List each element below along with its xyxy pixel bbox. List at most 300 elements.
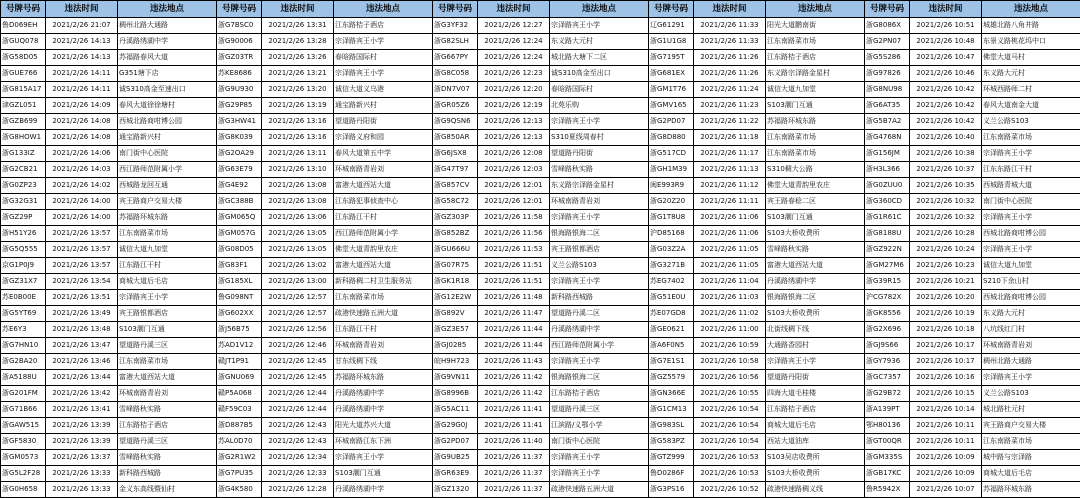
violation-time-cell: 2021/2/26 10:20 (910, 290, 982, 306)
table-row (1, 226, 1080, 242)
violation-time-cell: 2021/2/26 10:58 (694, 354, 766, 370)
plate-number-cell: 浙G58C72 (433, 194, 478, 210)
plate-number-cell: 浙G156JM (865, 146, 910, 162)
violation-time-cell: 2021/2/26 11:48 (478, 290, 550, 306)
violation-location-cell: 城雄北路八角井路 (982, 18, 1080, 34)
violation-location-cell: 宗泽路宾王小学 (334, 66, 433, 82)
violation-time-cell: 2021/2/26 11:51 (478, 274, 550, 290)
plate-number-cell: 浙GMV165 (649, 98, 694, 114)
plate-number-cell: 浙G08D05 (217, 242, 262, 258)
violation-location-cell: S310夏线周春村 (550, 130, 649, 146)
plate-number-cell: 浙G2PD07 (433, 434, 478, 450)
violation-time-cell: 2021/2/26 13:47 (46, 338, 118, 354)
violation-location-cell: 诚S310高金至速出口 (118, 82, 217, 98)
violation-time-cell: 2021/2/26 14:08 (46, 114, 118, 130)
violation-time-cell: 2021/2/26 12:57 (262, 306, 334, 322)
plate-number-cell: 浙G32G31 (1, 194, 46, 210)
violation-time-cell: 2021/2/26 13:48 (46, 322, 118, 338)
violation-time-cell: 2021/2/26 13:28 (262, 34, 334, 50)
violation-location-cell: 宾王路银都酒店 (550, 242, 649, 258)
violation-time-cell: 2021/2/26 13:16 (262, 114, 334, 130)
violation-time-cell: 2021/2/26 12:45 (262, 370, 334, 386)
plate-number-cell: 浙GF5830 (1, 434, 46, 450)
violation-time-cell: 2021/2/26 13:26 (262, 50, 334, 66)
violation-time-cell: 2021/2/26 10:53 (694, 450, 766, 466)
violation-time-cell: 2021/2/26 10:15 (910, 386, 982, 402)
plate-number-cell: 浙G20Z20 (649, 194, 694, 210)
plate-number-cell: 浙GN366E (649, 386, 694, 402)
violation-time-cell: 2021/2/26 10:09 (910, 450, 982, 466)
violation-time-cell: 2021/2/26 11:42 (478, 370, 550, 386)
time-header: 违法时间 (478, 1, 550, 18)
violation-time-cell: 2021/2/26 10:23 (910, 258, 982, 274)
table-row (1, 258, 1080, 274)
violation-location-cell: 丹溪路绣湖中学 (550, 322, 649, 338)
violation-location-cell: S310稠大公路 (766, 162, 865, 178)
violation-time-cell: 2021/2/26 10:32 (910, 210, 982, 226)
violation-time-cell: 2021/2/26 11:05 (694, 242, 766, 258)
violation-time-cell: 2021/2/26 10:21 (910, 274, 982, 290)
table-row (1, 66, 1080, 82)
table-row (1, 434, 1080, 450)
table-row (1, 146, 1080, 162)
violation-time-cell: 2021/2/26 12:01 (478, 178, 550, 194)
plate-number-cell: 浙G850AR (433, 130, 478, 146)
violation-time-cell: 2021/2/26 12:44 (262, 386, 334, 402)
plate-number-cell: 浙A6F0N5 (649, 338, 694, 354)
violation-location-cell: 南门街中心医院 (118, 146, 217, 162)
violation-location-cell: 春风大道徐徐塘村 (118, 98, 217, 114)
violation-location-cell: S103潮门互通 (766, 98, 865, 114)
plate-number-cell: 浙G63E79 (217, 162, 262, 178)
violation-location-cell: 阳光大道苏兴大道 (334, 418, 433, 434)
violation-time-cell: 2021/2/26 14:06 (46, 146, 118, 162)
violation-time-cell: 2021/2/26 12:03 (478, 162, 550, 178)
plate-number-cell: 浙G29G0J (433, 418, 478, 434)
violation-time-cell: 2021/2/26 13:33 (46, 482, 118, 498)
plate-number-cell: 浙GM27M6 (865, 258, 910, 274)
violation-time-cell: 2021/2/26 12:33 (262, 466, 334, 482)
plate-number-cell: 浙G815A17 (1, 82, 46, 98)
table-body (1, 18, 1080, 498)
violation-time-cell: 2021/2/26 10:48 (910, 34, 982, 50)
table-row (1, 178, 1080, 194)
violation-location-cell: 江滨路/义鄂小学 (550, 418, 649, 434)
violation-location-cell: 望道路丹溪二区 (550, 306, 649, 322)
violation-time-cell: 2021/2/26 10:24 (910, 242, 982, 258)
violation-time-cell: 2021/2/26 12:24 (478, 34, 550, 50)
violation-location-cell: 东义路宗泽路金星村 (550, 178, 649, 194)
plate-number-cell: 浙G1U1G8 (649, 34, 694, 50)
violation-time-cell: 2021/2/26 11:40 (478, 434, 550, 450)
violation-time-cell: 2021/2/26 14:13 (46, 34, 118, 50)
violation-location-cell: 西江路师范附属小学 (334, 226, 433, 242)
violation-time-cell: 2021/2/26 11:58 (478, 210, 550, 226)
plate-number-cell: 沪CG782X (865, 290, 910, 306)
violation-time-cell: 2021/2/26 10:16 (910, 370, 982, 386)
violation-time-cell: 2021/2/26 14:00 (46, 210, 118, 226)
plate-number-cell: 浙H51Y26 (1, 226, 46, 242)
plate-number-cell: 浙A5188U (1, 370, 46, 386)
violation-location-cell: 城北路杜元村 (982, 402, 1080, 418)
violation-location-cell: 宗泽路宾王小学 (550, 354, 649, 370)
table-row (1, 306, 1080, 322)
violation-location-cell: 环城南路青岩刘 (982, 338, 1080, 354)
violation-time-cell: 2021/2/26 11:56 (478, 226, 550, 242)
violation-location-cell: 春晗路国际村 (550, 82, 649, 98)
time-header: 违法时间 (46, 1, 118, 18)
violation-location-cell: S103大桥收费所 (766, 226, 865, 242)
plate-number-cell: 浙GM335S (865, 450, 910, 466)
violation-location-cell: 苏福路春风大道 (118, 50, 217, 66)
plate-number-cell: 浙GZ29P (1, 210, 46, 226)
plate-number-cell: 浙GC388B (217, 194, 262, 210)
violation-location-cell: 江东路桔子酒店 (766, 50, 865, 66)
plate-number-cell: 浙GJ0285 (433, 338, 478, 354)
violation-time-cell: 2021/2/26 11:41 (478, 402, 550, 418)
plate-number-cell: 浙GU666U (433, 242, 478, 258)
violation-location-cell: 望道路丹溪三区 (118, 434, 217, 450)
violation-time-cell: 2021/2/26 11:17 (694, 146, 766, 162)
plate-number-cell: 浙G97826 (865, 66, 910, 82)
violation-time-cell: 2021/2/26 10:28 (910, 226, 982, 242)
violation-time-cell: 2021/2/26 11:37 (478, 466, 550, 482)
plate-number-cell: 浙G8996B (433, 386, 478, 402)
plate-number-cell: 浙G9QSN6 (433, 114, 478, 130)
plate-number-cell: 浙G7195T (649, 50, 694, 66)
plate-number-cell: 浙G5L2F28 (1, 466, 46, 482)
violation-location-cell: 丹溪路绣湖中学 (766, 274, 865, 290)
violation-time-cell: 2021/2/26 13:00 (262, 274, 334, 290)
table-row (1, 130, 1080, 146)
violation-location-cell: 东义路大元村 (982, 66, 1080, 82)
plate-number-cell: 浙G4768N (865, 130, 910, 146)
plate-number-cell: 浙G83F1 (217, 258, 262, 274)
violation-time-cell: 2021/2/26 14:00 (46, 194, 118, 210)
violation-time-cell: 2021/2/26 11:06 (694, 226, 766, 242)
violation-location-cell: 诚信大道九加堂 (766, 82, 865, 98)
plate-number-cell: 浙G8D880 (649, 130, 694, 146)
violation-time-cell: 2021/2/26 11:41 (478, 418, 550, 434)
violation-location-cell: S103潮门互通 (334, 466, 433, 482)
violation-time-cell: 2021/2/26 10:52 (694, 482, 766, 498)
violation-location-cell: 诚S310高金至出口 (550, 66, 649, 82)
violation-location-cell: 新科路西城路 (118, 466, 217, 482)
plate-number-cell: 浙G90006 (217, 34, 262, 50)
violation-location-cell: 苏福路环城东路 (118, 210, 217, 226)
violation-location-cell: 佛堂大道青韵里农庄 (766, 178, 865, 194)
violation-time-cell: 2021/2/26 13:54 (46, 274, 118, 290)
violation-location-cell: 佛堂大道青韵里农庄 (334, 242, 433, 258)
violation-time-cell: 2021/2/26 13:46 (46, 354, 118, 370)
plate-number-cell: 鲁G098NT (217, 290, 262, 306)
violation-time-cell: 2021/2/26 13:33 (46, 466, 118, 482)
violation-location-cell: 诚信大道义乌港 (334, 82, 433, 98)
violation-location-cell: 环城南路青岩刘 (118, 386, 217, 402)
table-row (1, 322, 1080, 338)
plate-number-cell: 浙G0ZP23 (1, 178, 46, 194)
plate-number-cell: 浙GC7357 (865, 370, 910, 386)
violation-time-cell: 2021/2/26 12:23 (478, 66, 550, 82)
plate-number-cell: 浙GZ5579 (649, 370, 694, 386)
violation-time-cell: 2021/2/26 13:39 (46, 434, 118, 450)
violation-location-cell: 富港大道西站大道 (118, 370, 217, 386)
plate-number-cell: 浙G3HW41 (217, 114, 262, 130)
violation-location-cell: 环城南路江东下洲 (334, 434, 433, 450)
violation-time-cell: 2021/2/26 13:20 (262, 82, 334, 98)
violation-location-cell: 义兰公路S103 (982, 114, 1080, 130)
violation-time-cell: 2021/2/26 13:51 (46, 290, 118, 306)
violation-location-cell: 西城北路商咁博公园 (982, 290, 1080, 306)
violation-location-cell: 银海路银海二区 (766, 290, 865, 306)
plate-number-cell: 浙GJ9S66 (865, 338, 910, 354)
violation-location-cell: 八坑线红门村 (982, 322, 1080, 338)
violation-time-cell: 2021/2/26 10:53 (694, 466, 766, 482)
violation-location-cell: 北街线稠下线 (766, 322, 865, 338)
violation-time-cell: 2021/2/26 10:54 (694, 418, 766, 434)
violation-location-cell: 江东南路菜市场 (118, 354, 217, 370)
violation-time-cell: 2021/2/26 13:02 (262, 258, 334, 274)
violation-time-cell: 2021/2/26 10:51 (910, 18, 982, 34)
violation-time-cell: 2021/2/26 14:09 (46, 98, 118, 114)
plate-number-cell: 浙G3271B (649, 258, 694, 274)
violation-time-cell: 2021/2/26 12:20 (478, 82, 550, 98)
header-row (1, 1, 1080, 18)
violation-time-cell: 2021/2/26 12:57 (262, 290, 334, 306)
violation-time-cell: 2021/2/26 12:46 (262, 338, 334, 354)
violation-time-cell: 2021/2/26 12:24 (478, 50, 550, 66)
plate-header: 号牌号码 (217, 1, 262, 18)
violation-location-cell: 丹溪路绣湖中学 (334, 386, 433, 402)
violation-time-cell: 2021/2/26 12:19 (478, 98, 550, 114)
plate-number-cell: 皖H9H723 (433, 354, 478, 370)
plate-number-cell: 闽E993R9 (649, 178, 694, 194)
plate-number-cell: 浙G5YT69 (1, 306, 46, 322)
table-row (1, 482, 1080, 498)
violation-location-cell: 宗泽路宾王小学 (550, 466, 649, 482)
plate-number-cell: 浙GAW515 (1, 418, 46, 434)
violation-location-cell: 环城南路青岩刘 (334, 162, 433, 178)
plate-number-cell: 浙GM057G (217, 226, 262, 242)
plate-number-cell: 浙GZ1320 (433, 482, 478, 498)
plate-number-cell: 浙G6JSX8 (433, 146, 478, 162)
plate-number-cell: 浙G9VN11 (433, 370, 478, 386)
violation-location-cell: 江东南路菜市场 (982, 130, 1080, 146)
violation-time-cell: 2021/2/26 14:11 (46, 82, 118, 98)
violation-location-cell: 江东路桔子酒店 (118, 418, 217, 434)
violation-location-cell: 江东路犯事侦查中心 (334, 194, 433, 210)
violation-location-cell: 江东南路菜市场 (766, 34, 865, 50)
plate-number-cell: 浙G0H658 (1, 482, 46, 498)
plate-number-cell: 浙GZ922N (865, 242, 910, 258)
plate-number-cell: 浙GZ03TR (217, 50, 262, 66)
plate-number-cell: 浙G51E0U (649, 290, 694, 306)
violation-location-cell: 春风大道南金大道 (982, 98, 1080, 114)
violation-location-cell: 春风大道第五中学 (334, 146, 433, 162)
violation-time-cell: 2021/2/26 13:11 (262, 146, 334, 162)
location-header: 违法地点 (118, 1, 217, 18)
violation-time-cell: 2021/2/26 10:46 (910, 66, 982, 82)
plate-number-cell: 浙GTZ999 (649, 450, 694, 466)
violation-time-cell: 2021/2/26 12:45 (262, 354, 334, 370)
violation-location-cell: 西江路师范附属小学 (118, 162, 217, 178)
plate-number-cell: 浙G71B66 (1, 402, 46, 418)
plate-number-cell: 浙G5AC11 (433, 402, 478, 418)
plate-number-cell: 浙G1R61C (865, 210, 910, 226)
plate-number-cell: 浙G8K039 (217, 130, 262, 146)
violation-location-cell: 江东南路菜市场 (334, 290, 433, 306)
violation-time-cell: 2021/2/26 10:17 (910, 354, 982, 370)
violation-location-cell: 江东南路菜市场 (766, 130, 865, 146)
violation-time-cell: 2021/2/26 13:21 (262, 66, 334, 82)
violation-time-cell: 2021/2/26 13:31 (262, 18, 334, 34)
plate-number-cell: 浙J56B75 (217, 322, 262, 338)
violation-location-cell: 义兰公路S103 (982, 386, 1080, 402)
violation-location-cell: 疏港快速路五洲大道 (550, 482, 649, 498)
violation-time-cell: 2021/2/26 12:13 (478, 130, 550, 146)
violation-location-cell: 商城大道后毛店 (982, 466, 1080, 482)
plate-number-cell: 浙G7BSC0 (217, 18, 262, 34)
violation-location-cell: 江东南路菜市场 (766, 146, 865, 162)
violation-time-cell: 2021/2/26 11:22 (694, 114, 766, 130)
violation-location-cell: 苏福路环城东路 (982, 482, 1080, 498)
plate-number-cell: 浙G8086X (865, 18, 910, 34)
violation-location-cell: 苏福路环城东路 (766, 114, 865, 130)
violation-time-cell: 2021/2/26 12:44 (262, 402, 334, 418)
violation-location-cell: 诚信大道九加堂 (118, 242, 217, 258)
violation-time-cell: 2021/2/26 13:05 (262, 242, 334, 258)
violation-location-cell: 环城西路师二村 (982, 82, 1080, 98)
plate-number-cell: 鲁D069EH (1, 18, 46, 34)
violation-location-cell: 银海路银海二区 (550, 370, 649, 386)
violation-location-cell: 宾王路银都酒店 (118, 306, 217, 322)
violation-location-cell: 宗泽路宾王小学 (982, 242, 1080, 258)
plate-number-cell: 浙GM1T76 (649, 82, 694, 98)
violation-time-cell: 2021/2/26 12:28 (262, 482, 334, 498)
table-row (1, 338, 1080, 354)
violation-time-cell: 2021/2/26 11:13 (694, 162, 766, 178)
violation-location-cell: 西城北路商咁博公园 (118, 114, 217, 130)
plate-number-cell: 鲁D0286F (649, 466, 694, 482)
violation-time-cell: 2021/2/26 11:33 (694, 18, 766, 34)
violation-location-cell: 宗泽路宾王小学 (118, 290, 217, 306)
violation-location-cell: 新科路西城路 (550, 290, 649, 306)
plate-number-cell: 浙G07R75 (433, 258, 478, 274)
plate-number-cell: 浙GUQ078 (1, 34, 46, 50)
violation-location-cell: 宗泽路宾王小学 (550, 450, 649, 466)
violation-location-cell: 义兰公路S103 (550, 258, 649, 274)
plate-number-cell: 浙G8NU98 (865, 82, 910, 98)
plate-number-cell: 浙G03Z2A (649, 242, 694, 258)
plate-number-cell: 浙G9UB25 (433, 450, 478, 466)
violation-time-cell: 2021/2/26 11:02 (694, 306, 766, 322)
violation-location-cell: 四海大道毛桂楼 (766, 386, 865, 402)
plate-number-cell: 浙G8188U (865, 226, 910, 242)
violation-time-cell: 2021/2/26 13:41 (46, 402, 118, 418)
violation-time-cell: 2021/2/26 10:42 (910, 98, 982, 114)
violation-time-cell: 2021/2/26 14:08 (46, 130, 118, 146)
time-header: 违法时间 (694, 1, 766, 18)
violation-time-cell: 2021/2/26 10:09 (910, 466, 982, 482)
violation-location-cell: 江东路桔子酒店 (334, 18, 433, 34)
violation-time-cell: 2021/2/26 11:43 (478, 354, 550, 370)
plate-number-cell: 浙G2X696 (865, 322, 910, 338)
plate-number-cell: 浙G5Q555 (1, 242, 46, 258)
violation-location-cell: S103大桥收费所 (766, 306, 865, 322)
violation-location-cell: 宗泽路宾王小学 (766, 354, 865, 370)
plate-number-cell: 浙G6AT35 (865, 98, 910, 114)
violation-location-cell: 宗泽路宾王小学 (982, 210, 1080, 226)
violation-location-cell: 宗泽路宾王小学 (550, 210, 649, 226)
table-row (1, 386, 1080, 402)
violation-location-cell: S103吴店收费所 (766, 450, 865, 466)
plate-number-cell: 浙G3PS16 (649, 482, 694, 498)
plate-number-cell: 浙G8C058 (433, 66, 478, 82)
plate-number-cell: 浙GZ3E57 (433, 322, 478, 338)
plate-number-cell: 苏AL0D70 (217, 434, 262, 450)
violation-time-cell: 2021/2/26 14:13 (46, 50, 118, 66)
time-header: 违法时间 (262, 1, 334, 18)
violation-time-cell: 2021/2/26 11:00 (694, 322, 766, 338)
violation-time-cell: 2021/2/26 11:42 (478, 386, 550, 402)
violation-time-cell: 2021/2/26 13:57 (46, 226, 118, 242)
violation-location-cell: 望道路丹溪三区 (550, 402, 649, 418)
violation-time-cell: 2021/2/26 12:34 (262, 450, 334, 466)
violation-location-cell: 宗泽路宾王小学 (550, 274, 649, 290)
violation-location-cell: 北苑乐购 (550, 98, 649, 114)
plate-number-cell: 浙G29P85 (217, 98, 262, 114)
plate-number-cell: 浙A139PT (865, 402, 910, 418)
plate-number-cell: 浙G2PD07 (649, 114, 694, 130)
violation-time-cell: 2021/2/26 11:37 (478, 482, 550, 498)
violation-location-cell: 江东东路江干村 (982, 162, 1080, 178)
plate-number-cell: 浙H3L366 (865, 162, 910, 178)
plate-number-cell: 苏E6Y3 (1, 322, 46, 338)
violation-location-cell: 望道路丹阳街 (334, 114, 433, 130)
plate-number-cell: 浙GZ303P (433, 210, 478, 226)
violation-time-cell: 2021/2/26 11:44 (478, 338, 550, 354)
violation-time-cell: 2021/2/26 13:57 (46, 242, 118, 258)
violation-location-cell: S103潮门互通 (118, 322, 217, 338)
violation-time-cell: 2021/2/26 11:23 (694, 98, 766, 114)
violation-location-cell: 东义路大元村 (550, 34, 649, 50)
location-header: 违法地点 (766, 1, 865, 18)
violation-location-cell: 西城北路商咁博公园 (982, 226, 1080, 242)
plate-number-cell: 浙GT00QR (865, 434, 910, 450)
violation-time-cell: 2021/2/26 10:19 (910, 306, 982, 322)
violation-time-cell: 2021/2/26 13:49 (46, 306, 118, 322)
violation-time-cell: 2021/2/26 14:02 (46, 178, 118, 194)
violation-time-cell: 2021/2/26 13:37 (46, 450, 118, 466)
violation-location-cell: 城中路与宗泽路 (982, 450, 1080, 466)
violation-location-cell: 宗泽路宾王小学 (982, 370, 1080, 386)
violation-location-cell: 金义东高线暨仙村 (118, 482, 217, 498)
plate-number-cell: 浙G852BZ (433, 226, 478, 242)
plate-number-cell: 浙G9U930 (217, 82, 262, 98)
violation-time-cell: 2021/2/26 12:43 (262, 418, 334, 434)
table-row (1, 210, 1080, 226)
plate-number-cell: 浙GB17KC (865, 466, 910, 482)
plate-number-cell: 浙G82SLH (433, 34, 478, 50)
plate-number-cell: 浙G2PN07 (865, 34, 910, 50)
plate-number-cell: 浙G681EX (649, 66, 694, 82)
violation-location-cell: 丹溪路绣湖中学 (334, 482, 433, 498)
violation-location-cell: 望道路丹溪三区 (118, 338, 217, 354)
table-row (1, 162, 1080, 178)
plate-number-cell: 浙G4K580 (217, 482, 262, 498)
plate-number-cell: 浙G47T97 (433, 162, 478, 178)
violation-location-cell: 丹溪路绣湖中学 (334, 402, 433, 418)
